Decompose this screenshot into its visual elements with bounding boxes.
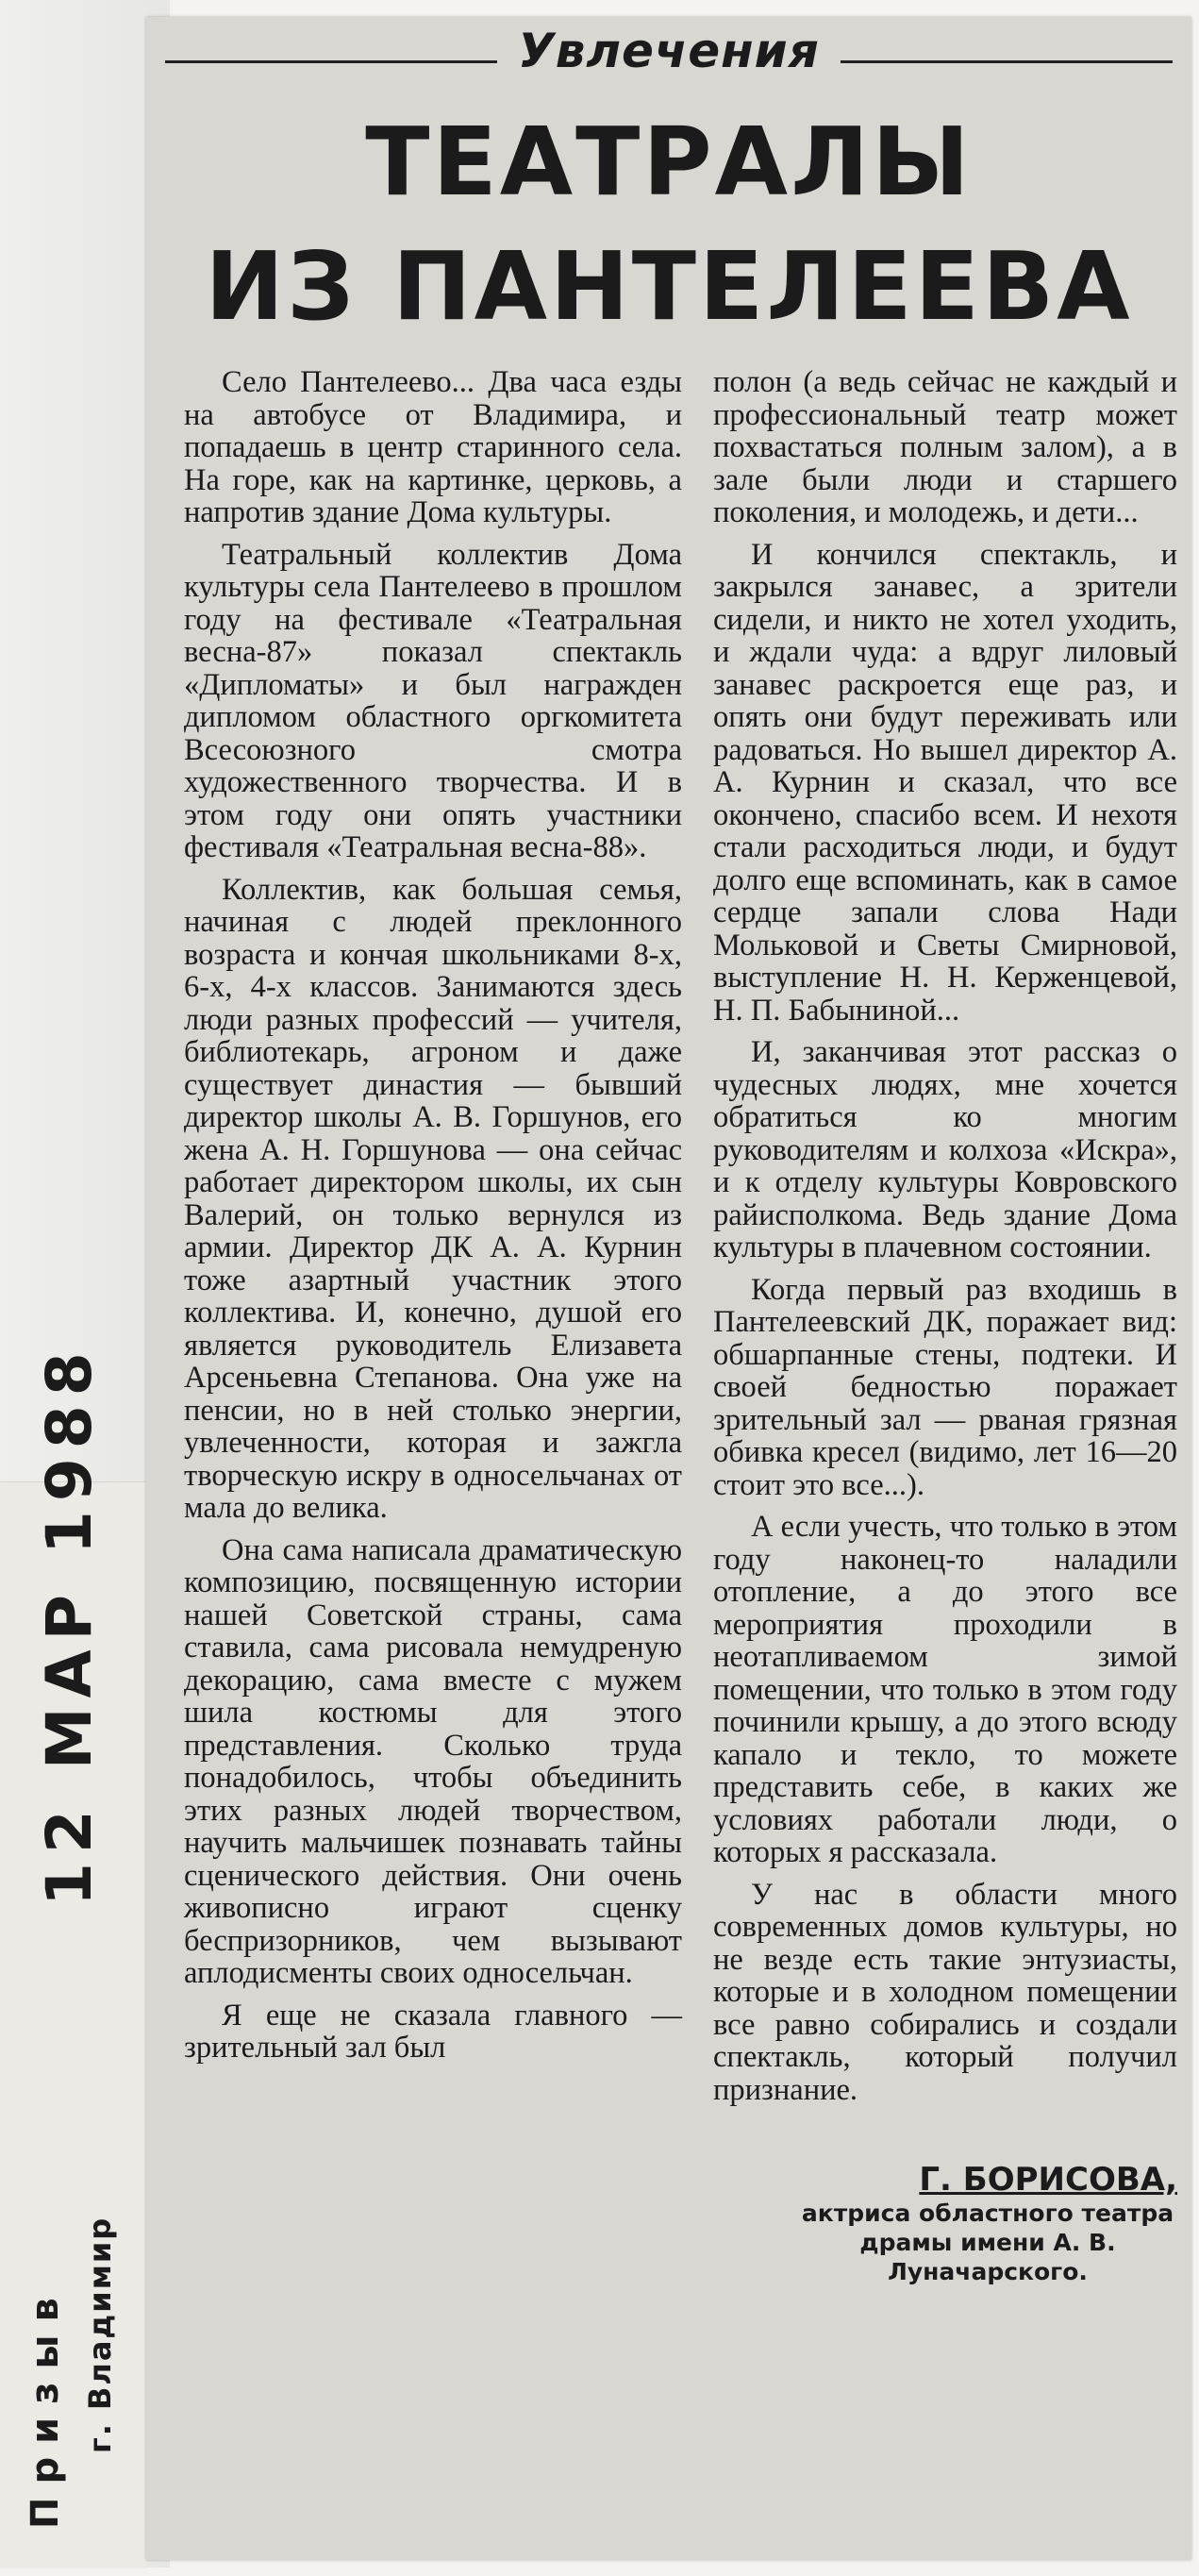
author-position: актриса областного театра драмы имени А. В. Луначарского. <box>801 2200 1174 2285</box>
rubric <box>165 23 1173 89</box>
rubric-title: Увлечения <box>518 24 820 78</box>
author-name: Г. БОРИСОВА, <box>919 2161 1177 2199</box>
paragraph: Село Пантелеево... Два часа езды на автобусе от Владимира, и попадаешь в центр старинного села. На горе, как на картинке, церковь, а напротив здание Дома культуры. <box>184 365 682 529</box>
paragraph: Коллектив, как большая семья, начиная с людей преклонного возраста и кончая школьниками 8-х, 6-х, 4-х классов. Занимаются здесь люди разных профессий — учителя, библиотекарь, агроном и даже существует династия — бывший директор школы А. В. Горшунов, его жена А. Н. Горшунова — она сейчас работает директором школы, их сын Валерий, он только вернулся из армии. Директор ДК А. А. Курнин тоже азартный участник этого коллектива. И, конечно, душой его является руководитель Елизавета Арсеньевна Степанова. Она уже на пенсии, но в ней столько энергии, увлеченности, которая и зажгла творческую искру в односельчанах от мала до велика. <box>184 872 682 1525</box>
stamp-date: 12 МАР 1988 <box>33 1343 106 1906</box>
paragraph: Театральный коллектив Дома культуры села Пантелеево в прошлом году на фестивале «Театральная весна-87» показал спектакль «Дипломаты» и был награжден дипломом областного оргкомитета Всесоюзного смотра художественного творчества. И в этом году они опять участники фестиваля «Театральная весна-88». <box>184 537 682 864</box>
stamp-newspaper: Призыв <box>24 2284 67 2529</box>
paragraph: Я еще не сказала главного — зрительный зал был <box>184 1998 682 2065</box>
archive-stamp <box>14 1343 160 2576</box>
author-signature <box>713 2161 1177 2286</box>
article-column-left <box>184 366 682 2074</box>
paragraph: Она сама написала драматическую композицию, посвященную истории нашей Советской страны, сама ставила, сама рисовала немудреную декорацию, сама вместе с мужем шила костюмы для этого представления. Сколько труда понадобилось, чтобы объединить этих разных людей творчеством, научить мальчишек познавать тайны сценического действия. Они очень живописно играют сценку беспризорников, чем вызывают аплодисменты своих односельчан. <box>184 1532 682 1990</box>
paragraph: Когда первый раз входишь в Пантелеевский ДК, поражает вид: обшарпанные стены, подтеки. И своей бедностью поражает зрительный зал — рваная грязная обивка кресел (видимо, лет 16—20 стоит это все...). <box>713 1272 1177 1502</box>
stamp-city: г. Владимир <box>82 2216 118 2453</box>
headline-line-2: ИЗ ПАНТЕЛЕЕВА <box>205 231 1133 342</box>
paragraph: У нас в области много современных домов культуры, но не везде есть такие энтузиасты, которые и в холодном помещении все равно собирались и создали спектакль, который получил признание. <box>713 1877 1177 2107</box>
paragraph: полон (а ведь сейчас не каждый и профессиональный театр может похвастаться полным залом), а в зале были люди и старшего поколения, и молодежь, и дети... <box>713 365 1177 529</box>
newspaper-clipping <box>146 17 1191 2560</box>
article-column-right <box>713 366 1177 2286</box>
headline-line-1: ТЕАТРАЛЫ <box>365 107 973 217</box>
paragraph: И, заканчивая этот рассказ о чудесных людях, мне хочется обратиться ко многим руководителям и колхоза «Искра», и к отделу культуры Ковровского райисполкома. Ведь здание Дома культуры в плачевном состоянии. <box>713 1035 1177 1264</box>
paragraph: И кончился спектакль, и закрылся занавес, а зрители сидели, и никто не хотел уходить, и ждали чуда: а вдруг лиловый занавес раскроется еще раз, и опять они будут переживать или радоваться. Но вышел директор А. А. Курнин и сказал, что все окончено, спасибо всем. И нехотя стали расходиться люди, и будут долго еще вспоминать, как в самое сердце запали слова Нади Мольковой и Светы Смирновой, выступление Н. Н. Керженцевой, Н. П. Бабыниной... <box>713 537 1177 1028</box>
paragraph: А если учесть, что только в этом году наконец-то наладили отопление, а до этого все мероприятия проходили в неотапливаемом зимой помещении, что только в этом году починили крышу, а до этого всюду капало и текло, то можете представить себе, в каких же условиях работали люди, о которых я рассказала. <box>713 1510 1177 1869</box>
